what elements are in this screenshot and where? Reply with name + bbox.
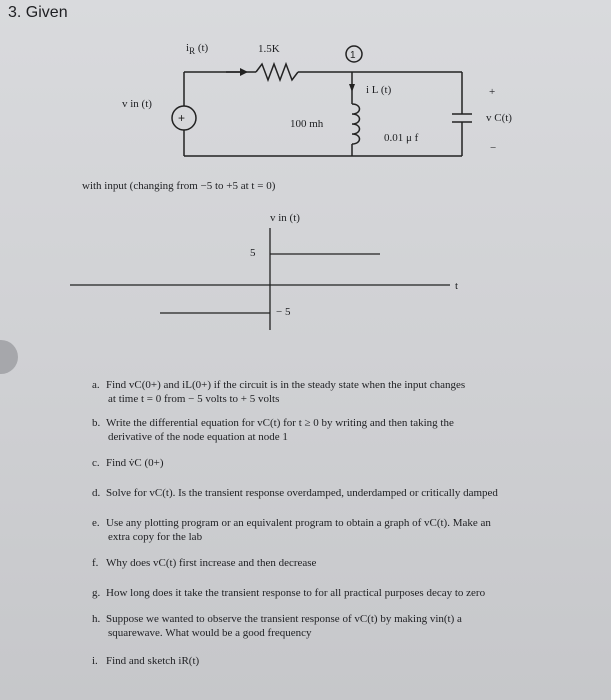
graph-x-axis: t <box>455 280 459 292</box>
vc-label: v C(t) <box>486 112 512 124</box>
svg-text:+: + <box>178 111 186 125</box>
graph-y-low: − 5 <box>276 306 291 318</box>
ir-label: $i_R$ (t) <box>186 42 209 56</box>
binder-hole <box>0 340 18 374</box>
question-a: a. Find vC(0+) and iL(0+) if the circuit is in the steady state when the input changes at time t = 0 from − 5 volts to + 5 volts <box>92 379 466 405</box>
problem-title: 3. Given <box>8 4 68 21</box>
question-h: h. Suppose we wanted to observe the transient response of vC(t) by making vin(t) a squarewave. What would be a good frequency <box>92 613 462 639</box>
node-number: 1 <box>350 50 356 61</box>
question-g: g. How long does it take the transient response to for all practical purposes decay to zero <box>92 587 486 599</box>
il-label: i L (t) <box>366 84 392 96</box>
input-description: with input (changing from −5 to +5 at t = 0) <box>82 180 276 192</box>
plus-sign: + <box>489 86 496 98</box>
question-f: f. Why does vC(t) first increase and then decrease <box>92 557 317 569</box>
graph-y-high: 5 <box>250 247 256 259</box>
question-b: b. Write the differential equation for vC(t) for t ≥ 0 by writing and then taking the derivative of the node equation at node 1 <box>92 417 454 443</box>
vin-label: v in (t) <box>122 98 152 110</box>
minus-sign: − <box>490 142 497 154</box>
question-i: i. Find and sketch iR(t) <box>92 655 200 667</box>
graph-title: v in (t) <box>270 212 300 224</box>
inductor-label: 100 mh <box>290 118 324 130</box>
input-graph <box>0 0 611 340</box>
resistor-label: 1.5K <box>258 43 280 55</box>
question-e: e. Use any plotting program or an equivalent program to obtain a graph of vC(t). Make an extra copy for the lab <box>92 517 491 543</box>
capacitor-label: 0.01 μ f <box>384 132 419 144</box>
question-d: d. Solve for vC(t). Is the transient response overdamped, underdamped or critically damped <box>92 487 498 499</box>
question-c: c. Find v̇C (0+) <box>92 457 164 469</box>
